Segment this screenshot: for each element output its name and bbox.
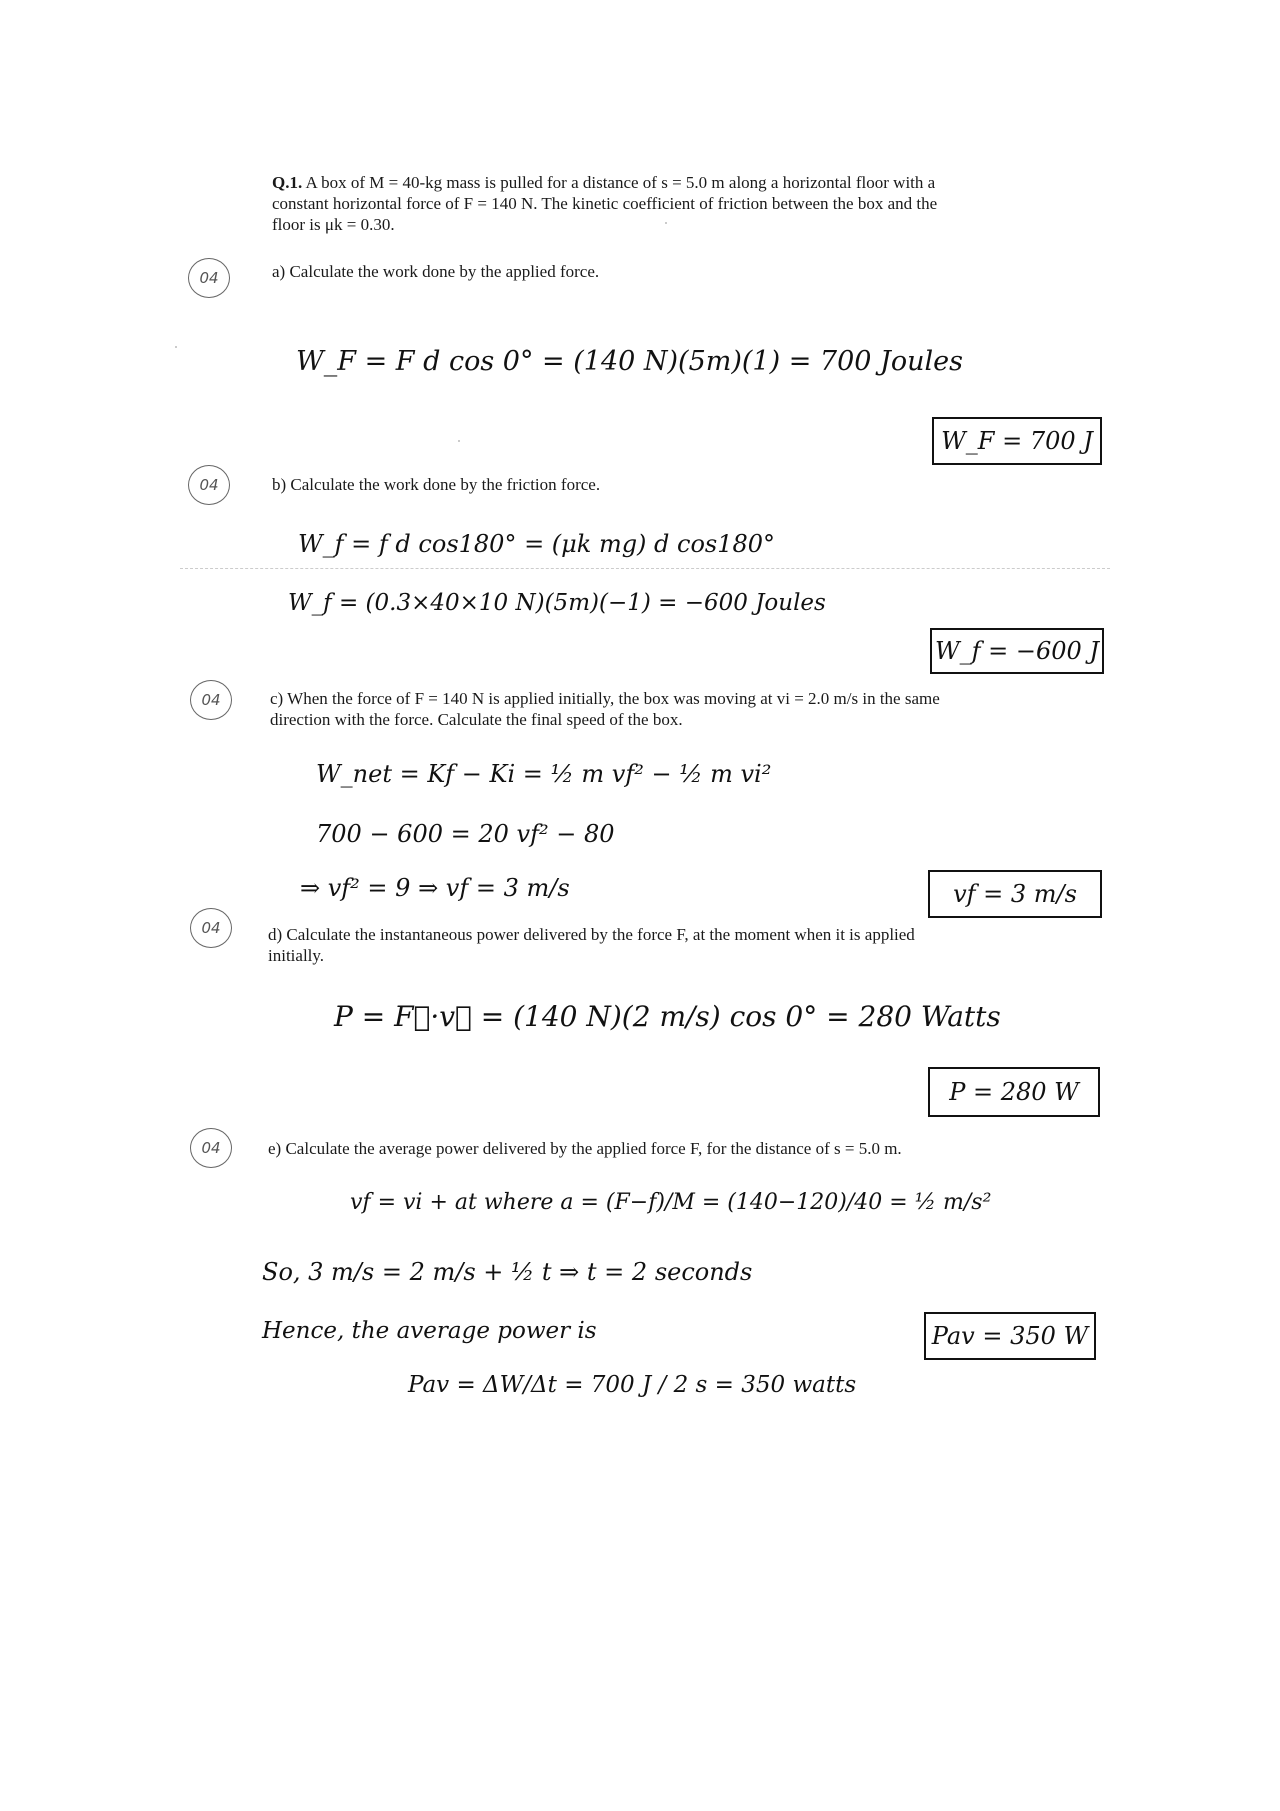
part-a-answer-box: W_F = 700 J [932, 417, 1102, 465]
question-line-3: floor is μk = 0.30. [272, 215, 395, 234]
part-a-work: W_F = F d cos 0° = (140 N)(5m)(1) = 700 Joules [296, 346, 963, 377]
part-c-prompt [270, 688, 1070, 730]
part-c-work-3: ⇒ vf² = 9 ⇒ vf = 3 m/s [300, 874, 570, 902]
part-d-prompt-line-1: d) Calculate the instantaneous power delivered by the force F, at the moment when it is applied [268, 925, 915, 944]
part-e-work-1: vf = vi + at where a = (F−f)/M = (140−120)/40 = ½ m/s² [350, 1190, 992, 1215]
part-c-prompt-line-1: c) When the force of F = 140 N is applied initially, the box was moving at vi = 2.0 m/s in the same [270, 689, 940, 708]
question-line-2: constant horizontal force of F = 140 N. The kinetic coefficient of friction between the box and the [272, 194, 938, 213]
part-d-prompt-line-2: initially. [268, 946, 325, 965]
part-e-work-3: Hence, the average power is [262, 1318, 597, 1344]
part-d-prompt [268, 924, 1068, 966]
scan-artifact-line [180, 568, 1110, 569]
score-mark-d: 04 [190, 908, 232, 948]
part-b-work-1: W_f = f d cos180° = (μk mg) d cos180° [298, 530, 776, 558]
part-c-work-1: W_net = Kf − Ki = ½ m vf² − ½ m vi² [316, 760, 772, 788]
part-b-answer-box: W_f = −600 J [930, 628, 1104, 674]
scan-speck [458, 440, 460, 442]
part-a-prompt: a) Calculate the work done by the applied force. [272, 262, 600, 281]
score-mark-c: 04 [190, 680, 232, 720]
part-b-work-2: W_f = (0.3×40×10 N)(5m)(−1) = −600 Joules [288, 590, 826, 616]
part-e-answer-box: Pav = 350 W [924, 1312, 1096, 1360]
score-mark-e: 04 [190, 1128, 232, 1168]
part-e-prompt: e) Calculate the average power delivered by the applied force F, for the distance of s = 5.0 m. [268, 1139, 902, 1158]
part-c-answer-box: vf = 3 m/s [928, 870, 1102, 918]
part-b-prompt: b) Calculate the work done by the friction force. [272, 475, 601, 494]
part-e-work-2: So, 3 m/s = 2 m/s + ½ t ⇒ t = 2 seconds [262, 1258, 753, 1286]
score-mark-a: 04 [188, 258, 230, 298]
part-e-work-4: Pav = ΔW/Δt = 700 J / 2 s = 350 watts [408, 1372, 857, 1398]
part-c-work-2: 700 − 600 = 20 vf² − 80 [316, 820, 615, 848]
part-d-answer-box: P = 280 W [928, 1067, 1100, 1117]
question-number: Q.1. [272, 173, 303, 192]
part-d-work: P = F⃗·v⃗ = (140 N)(2 m/s) cos 0° = 280 Watts [334, 1000, 1001, 1033]
part-c-prompt-line-2: direction with the force. Calculate the final speed of the box. [270, 710, 683, 729]
question-line-1: Q.1. A box of M = 40-kg mass is pulled for a distance of s = 5.0 m along a horizontal floor with a [272, 173, 936, 192]
question-statement [272, 172, 1052, 235]
scan-speck [665, 222, 667, 224]
scan-speck [175, 346, 177, 348]
score-mark-b: 04 [188, 465, 230, 505]
